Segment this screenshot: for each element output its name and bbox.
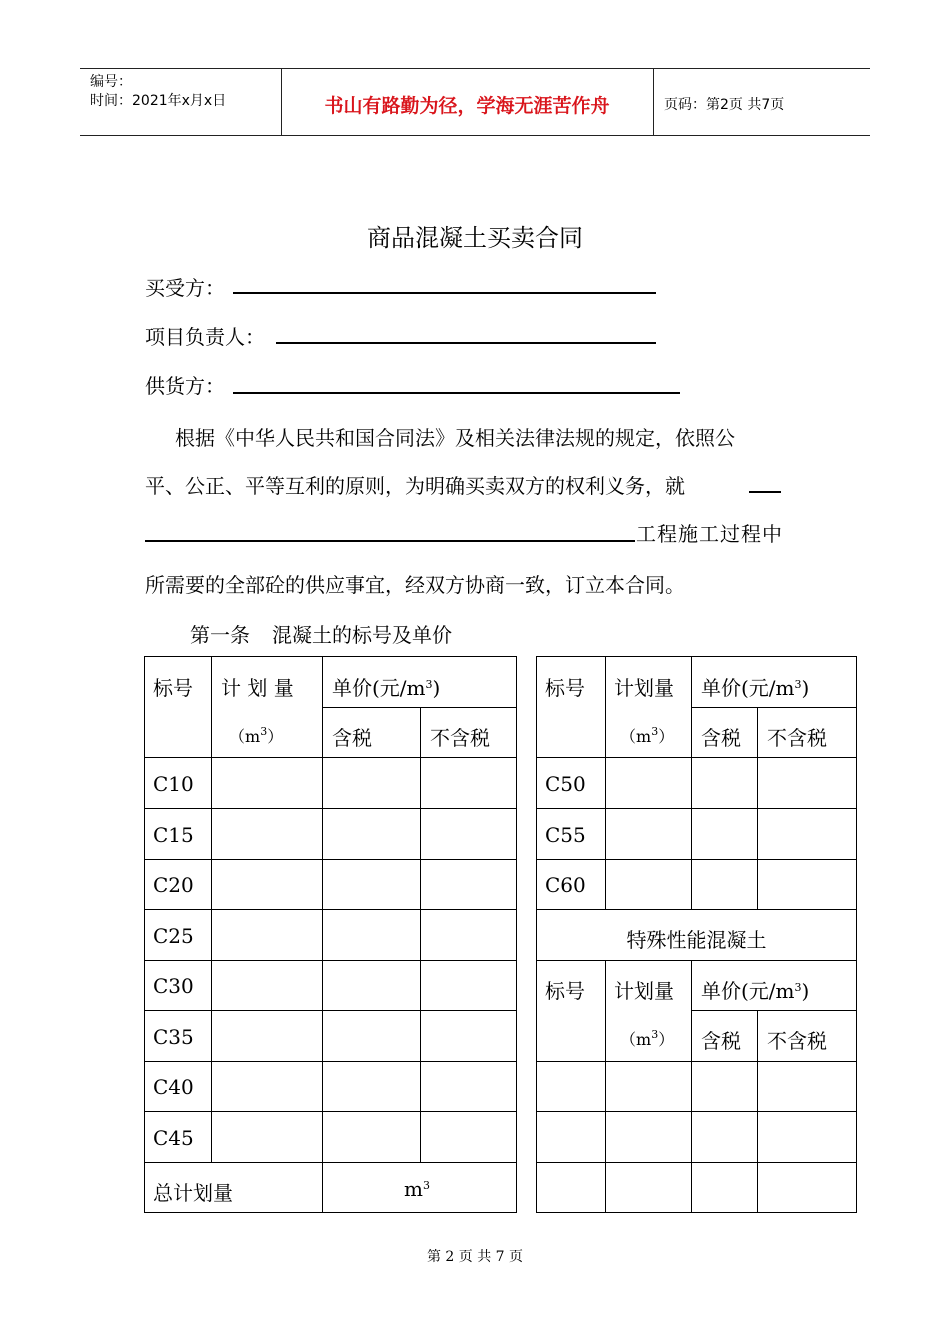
article-title: 混凝土的标号及单价 [272,623,452,647]
th-tax-incl-right: 含税 [701,726,741,750]
th-tax-excl-left: 不含税 [430,726,490,750]
grade-c10: C10 [153,772,194,796]
paragraph-line-3: 工程施工过程中 [636,522,783,546]
th-tax-incl-special: 含税 [701,1029,741,1053]
grade-c20: C20 [153,873,194,897]
project-manager-label: 项目负责人： [145,325,265,349]
th-plan-unit-special: $(m^3)$ [620,1028,675,1049]
special-concrete-heading: 特殊性能混凝土 [626,928,767,952]
th-plan-unit-right: $(m^3)$ [620,725,675,746]
buyer-label: 买受方： [145,276,225,300]
th-tax-excl-special: 不含税 [767,1029,827,1053]
grade-c40: C40 [153,1075,194,1099]
th-tax-excl-right: 不含税 [767,726,827,750]
document-title: 商品混凝土买卖合同 [367,224,583,252]
th-tax-incl-left: 含税 [332,726,372,750]
paragraph-line-2: 平、公正、平等互利的原则，为明确买卖双方的权利义务，就 [145,474,685,498]
th-plan-left: 计 划 量 [221,676,294,700]
header-motto: 书山有路勤为径，学海无涯苦作舟 [324,95,610,117]
th-price-special: 单价(元$/m^3$) [701,979,810,1003]
th-price-right: 单价(元$/m^3$) [701,676,810,700]
th-price-left: 单价(元$/m^3$) [332,676,441,700]
grade-c45: C45 [153,1126,194,1150]
grade-c25: C25 [153,924,194,948]
header-time-label: 时间：2021年x月x日 [90,93,227,109]
page-footer: 第 2 页 共 7 页 [426,1249,524,1265]
header-code-label: 编号： [90,74,132,90]
th-plan-right: 计划量 [614,676,674,700]
article-number: 第一条 [190,623,250,647]
th-plan-unit-left: $(m^3)$ [229,725,284,746]
th-grade-right: 标号 [545,676,585,700]
grade-c50: C50 [545,772,586,796]
th-grade-special: 标号 [545,979,585,1003]
total-plan-unit: $m^3$ [404,1177,430,1201]
grade-c30: C30 [153,974,194,998]
paragraph-line-4: 所需要的全部砼的供应事宜，经双方协商一致，订立本合同。 [145,573,685,597]
total-plan-label: 总计划量 [153,1181,233,1205]
header-page-info: 页码：第2页 共7页 [664,97,785,113]
grade-c60: C60 [545,873,586,897]
grade-c55: C55 [545,823,586,847]
grade-c35: C35 [153,1025,194,1049]
paragraph-line-1: 根据《中华人民共和国合同法》及相关法律法规的规定，依照公 [175,426,735,450]
supplier-label: 供货方： [145,374,225,398]
grade-c15: C15 [153,823,194,847]
th-grade-left: 标号 [153,676,193,700]
th-plan-special: 计划量 [614,979,674,1003]
